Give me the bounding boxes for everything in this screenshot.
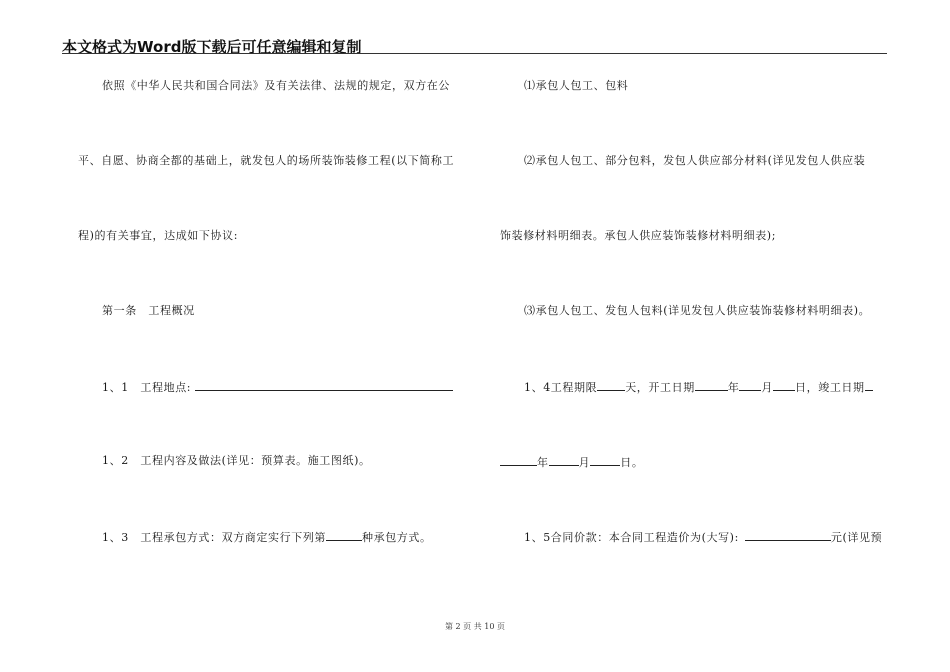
item-1-1-label: 1、1 工程地点: — [102, 381, 192, 394]
end-day-blank — [590, 454, 620, 466]
location-blank — [195, 379, 453, 391]
header-divider — [62, 53, 887, 54]
article-1-heading: 第一条 工程概况 — [102, 304, 195, 317]
start-day-blank — [773, 379, 795, 391]
price-blank — [745, 529, 831, 541]
year-label: 年 — [727, 381, 740, 394]
item-1-4-line-2 — [500, 454, 643, 470]
item-1-5-label: 1、5合同价款：本合同工程造价为(大写): — [524, 531, 739, 544]
start-year-blank — [695, 379, 728, 391]
page-number: 第 2 页 共 10 页 — [445, 622, 505, 631]
end-year-blank-start — [865, 379, 873, 391]
end-day-label: 日。 — [620, 456, 644, 469]
paragraph-line-3: 程)的有关事宜，达成如下协议: — [78, 229, 238, 242]
item-1-5 — [524, 529, 882, 545]
method-number-blank — [326, 529, 362, 541]
item-1-3-suffix: 种承包方式。 — [362, 531, 432, 544]
item-1-4-label: 1、4工程期限 — [524, 381, 598, 394]
option-1: ⑴承包人包工、包料 — [524, 79, 629, 92]
paragraph-line-1: 依照《中华人民共和国合同法》及有关法律、法规的规定，双方在公 — [102, 79, 450, 92]
item-1-4-line-1 — [524, 379, 873, 395]
end-month-blank — [549, 454, 579, 466]
days-blank — [597, 379, 625, 391]
end-date-label: 日，竣工日期 — [795, 381, 865, 394]
option-2-line-2: 饰装修材料明细表。承包人供应装饰装修材料明细表); — [500, 229, 776, 242]
month-label: 月 — [761, 381, 774, 394]
end-year-label: 年 — [537, 456, 549, 469]
option-2-line-1: ⑵承包人包工、部分包料，发包人供应部分材料(详见发包人供应装 — [524, 154, 866, 167]
item-1-5-suffix: 元(详见预 — [830, 531, 883, 544]
start-date-label: 天，开工日期 — [625, 381, 695, 394]
start-month-blank — [739, 379, 761, 391]
item-1-2: 1、2 工程内容及做法(详见：预算表。施工图纸)。 — [102, 454, 371, 467]
item-1-3-prefix: 1、3 工程承包方式：双方商定实行下列第 — [102, 531, 326, 544]
item-1-3 — [102, 529, 432, 545]
option-3: ⑶承包人包工、发包人包料(详见发包人供应装饰装修材料明细表)。 — [524, 304, 871, 317]
page-header: 本文格式为Word版下载后可任意编辑和复制 — [62, 38, 362, 56]
paragraph-line-2: 平、自愿、协商全都的基础上，就发包人的场所装饰装修工程(以下简称工 — [78, 154, 455, 167]
end-year-blank — [500, 454, 537, 466]
item-1-1 — [102, 379, 453, 395]
end-month-label: 月 — [578, 456, 591, 469]
